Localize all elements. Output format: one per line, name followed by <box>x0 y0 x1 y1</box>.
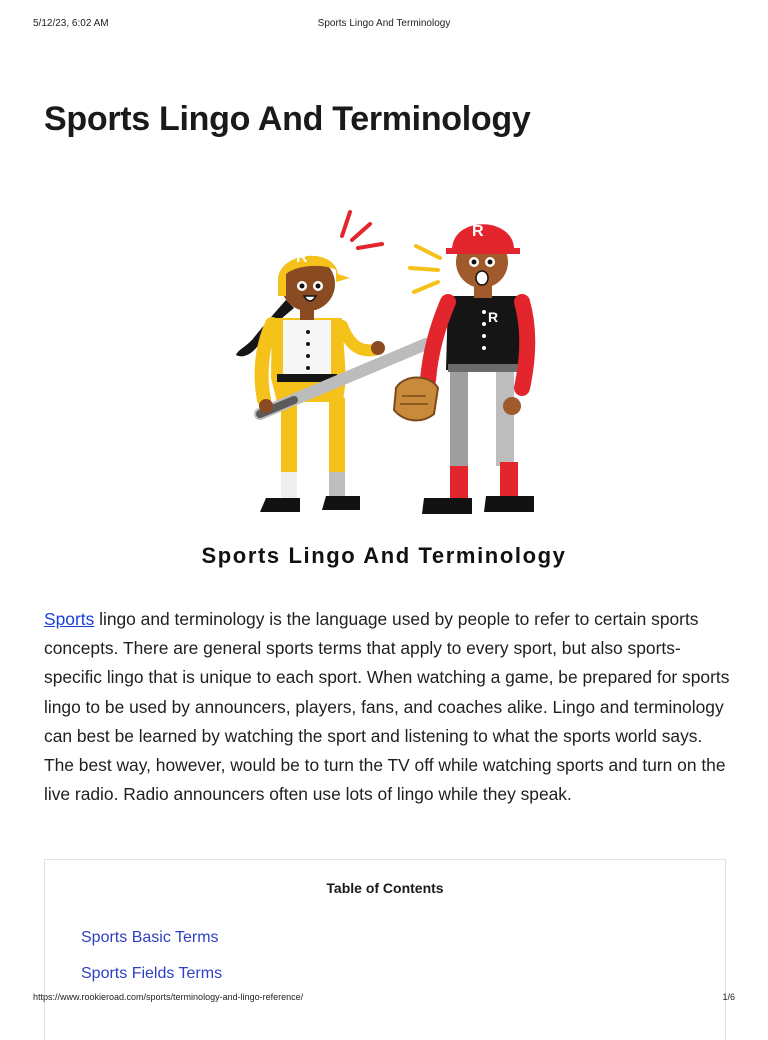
jersey-logo-letter: R <box>488 309 499 325</box>
hero-illustration <box>190 200 590 540</box>
excitement-lines-yellow <box>410 246 440 292</box>
print-url: https://www.rookieroad.com/sports/terminology-and-lingo-reference/ <box>33 992 304 1002</box>
print-header <box>33 18 735 32</box>
table-of-contents <box>44 859 726 1040</box>
page-title: Sports Lingo And Terminology <box>44 100 531 138</box>
excitement-lines-red <box>342 212 382 248</box>
cap-logo-letter: R <box>472 223 484 240</box>
yellow-player <box>236 249 426 512</box>
sports-link[interactable]: Sports <box>44 609 95 629</box>
baseball-players-illustration <box>190 200 590 540</box>
hero-caption: Sports Lingo And Terminology <box>201 543 567 568</box>
print-page-number: 1/6 <box>722 992 735 1002</box>
print-date: 5/12/23, 6:02 AM <box>33 18 109 29</box>
helmet-logo-letter: R <box>296 249 308 266</box>
intro-paragraph <box>44 605 734 809</box>
toc-list <box>81 926 222 998</box>
toc-link-sports-basic-terms[interactable]: Sports Basic Terms <box>81 929 219 946</box>
print-doc-title: Sports Lingo And Terminology <box>317 18 451 29</box>
toc-heading: Table of Contents <box>326 880 444 896</box>
intro-text: lingo and terminology is the language used by people to refer to certain sports concepts. There are general sports terms that apply to every sport, but also sports-specific lingo that is unique to each sport. When watching a game, be prepared for sports lingo to be used by announcers, players, fans, and coaches alike. Lingo and terminology can best be learned by watching the sport and listening to what the sports world says. The best way, however, would be to turn the TV off while watching sports and turn on the live radio. Radio announcers often use lots of lingo while they speak. <box>44 609 730 805</box>
toc-link-sports-fields-terms[interactable]: Sports Fields Terms <box>81 965 223 982</box>
print-footer <box>33 992 735 1006</box>
